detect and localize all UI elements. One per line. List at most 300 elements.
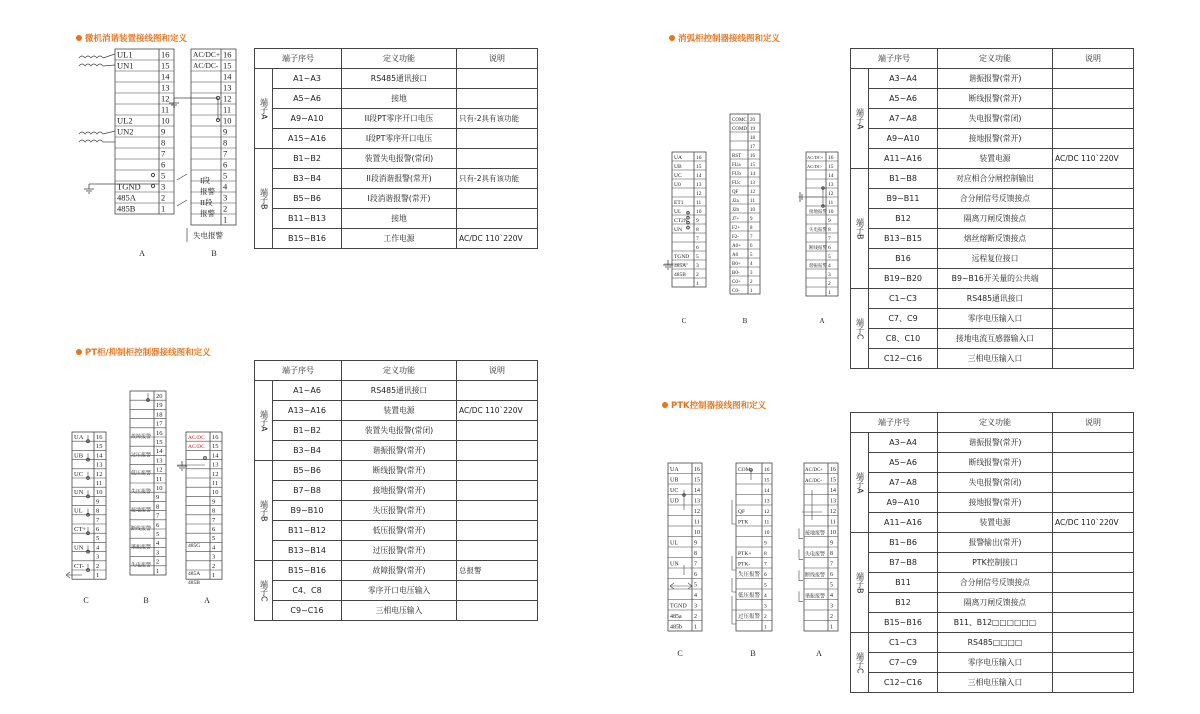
terminal-group-label: 端子A <box>255 381 273 461</box>
terminal-number: 15 <box>694 477 700 484</box>
terminal-cell: B7~B8 <box>869 553 938 573</box>
terminal-number: 11 <box>156 475 163 483</box>
terminal-cell: B5~B6 <box>273 189 342 209</box>
note-cell <box>457 481 538 501</box>
function-cell: 三相电压输入口 <box>938 673 1053 693</box>
terminal-cell: C9~C16 <box>273 601 342 621</box>
terminal-dot <box>687 211 690 214</box>
terminal-label: UL <box>670 540 678 547</box>
terminal-number: 14 <box>156 448 163 456</box>
terminal-number: 16 <box>764 466 770 473</box>
terminal-label: 485b <box>670 624 682 631</box>
wiring-diagram-s4 <box>662 460 847 662</box>
terminal-number: 14 <box>830 487 836 494</box>
alarm-label: 断线报警 <box>805 573 826 579</box>
table-row <box>255 561 538 581</box>
terminal-number: 2 <box>696 271 699 278</box>
terminal-cell: A15~A16 <box>273 129 342 149</box>
terminal-label: UN <box>74 544 84 552</box>
terminal-number: 8 <box>694 550 697 557</box>
section-title-s2 <box>76 346 211 358</box>
terminal-label: UN1 <box>117 60 134 71</box>
terminal-dot <box>687 226 690 229</box>
terminal-number: 20 <box>750 117 755 123</box>
terminal-label: 报警 <box>200 209 215 218</box>
table-row <box>851 533 1134 553</box>
terminal-number: 4 <box>750 261 753 267</box>
table-row <box>851 189 1134 209</box>
table-header-row <box>255 49 538 69</box>
note-cell <box>1053 433 1134 453</box>
terminal-label: COMD <box>732 126 748 132</box>
table-row <box>255 381 538 401</box>
terminal-label: PTK- <box>738 561 751 568</box>
terminal-number: 12 <box>694 508 700 515</box>
wire <box>103 131 115 134</box>
terminal-number: 8 <box>750 225 753 231</box>
terminal-number: 4 <box>223 181 228 192</box>
function-cell: I段消谐报警(常开) <box>342 189 457 209</box>
terminal-number: 6 <box>223 159 228 170</box>
section-title-text: 微机消谐装置接线图和定义 <box>85 34 188 44</box>
terminal-number: 11 <box>750 198 755 204</box>
function-cell: 低压报警(常开) <box>342 521 457 541</box>
terminal-number: 12 <box>764 508 770 515</box>
table-row <box>255 481 538 501</box>
table-row <box>851 573 1134 593</box>
terminal-label: 失电报警 <box>193 231 223 240</box>
terminal-number: 8 <box>156 503 160 511</box>
table-row <box>255 461 538 481</box>
table-row <box>851 109 1134 129</box>
wiring-diagram-s3 <box>660 112 850 327</box>
terminal-number: 19 <box>750 126 755 132</box>
terminal-number: 2 <box>96 562 100 570</box>
terminal-group-label: 端子B <box>255 461 273 561</box>
table-row <box>851 349 1134 369</box>
terminal-cell: C7、C9 <box>869 309 938 329</box>
note-cell <box>457 189 538 209</box>
terminal-dot <box>687 221 690 224</box>
alarm-label: 失电报警 <box>805 552 826 558</box>
terminal-number: 14 <box>223 71 232 82</box>
terminal-number: 6 <box>750 243 753 249</box>
terminal-cell: A9~A10 <box>273 109 342 129</box>
terminal-number: 14 <box>828 172 834 179</box>
terminal-label: TGND <box>670 603 687 610</box>
terminal-label: F2- <box>732 234 739 240</box>
terminal-number: 12 <box>830 508 836 515</box>
relay-contact-icon <box>177 174 187 242</box>
terminal-group-label: 端子A <box>851 433 869 533</box>
terminal-label: AC/DC+ <box>193 50 221 59</box>
header-terminal: 端子序号 <box>255 49 342 69</box>
terminal-cell: B16 <box>869 249 938 269</box>
terminal-number: 9 <box>828 217 831 224</box>
table-row <box>851 593 1134 613</box>
terminal-cell: B13~B14 <box>273 541 342 561</box>
terminal-number: 13 <box>830 498 836 505</box>
terminal-cell: A9~A10 <box>869 129 938 149</box>
note-cell <box>457 89 538 109</box>
terminal-cell: A13~A16 <box>273 401 342 421</box>
terminal-number: 16 <box>212 433 219 441</box>
terminal-number: 12 <box>750 189 755 195</box>
terminal-label: UA <box>670 466 679 473</box>
terminal-cell: B1~B6 <box>869 533 938 553</box>
terminal-number: 12 <box>161 93 170 104</box>
terminal-label: UL1 <box>117 49 133 60</box>
terminal-number: 4 <box>96 544 100 552</box>
note-cell <box>1053 69 1134 89</box>
terminal-number: 5 <box>694 582 697 589</box>
function-cell: 装置电源 <box>342 401 457 421</box>
alarm-label: 接地报警 <box>809 209 827 215</box>
terminal-number: 13 <box>750 180 755 186</box>
function-cell: 三相电压输入口 <box>938 349 1053 369</box>
note-cell <box>1053 473 1134 493</box>
terminal-number: 10 <box>96 489 103 497</box>
function-cell: B9~B16开关量的公共端 <box>938 269 1053 289</box>
table-row <box>851 553 1134 573</box>
terminal-number: 1 <box>223 214 228 225</box>
function-cell: RS485通讯接口 <box>938 289 1053 309</box>
terminal-number: 13 <box>828 181 834 188</box>
terminal-cell: B9~B10 <box>273 501 342 521</box>
table-row <box>255 581 538 601</box>
terminal-group-label: 端子B <box>851 533 869 633</box>
terminal-number: 2 <box>694 613 697 620</box>
table-row <box>851 473 1134 493</box>
note-cell <box>1053 349 1134 369</box>
function-cell: 零序电压输入口 <box>938 309 1053 329</box>
terminal-number: 15 <box>830 477 836 484</box>
function-cell: 熔丝熔断反馈接点 <box>938 229 1053 249</box>
terminal-label: AC/DC- <box>807 164 823 169</box>
function-cell: 断线报警(常开) <box>938 453 1053 473</box>
terminal-label: UL2 <box>117 115 133 126</box>
terminal-label: CT2N <box>674 217 688 224</box>
terminal-number: 1 <box>764 624 767 631</box>
terminal-number: 3 <box>212 553 216 561</box>
table-row <box>255 109 538 129</box>
note-cell <box>1053 129 1134 149</box>
terminal-label: FUc <box>732 180 741 186</box>
terminal-cell: B3~B4 <box>273 441 342 461</box>
terminal-number: 6 <box>694 571 697 578</box>
transformer-coil-icon <box>79 140 103 142</box>
terminal-label: 485B <box>188 580 200 586</box>
terminal-number: 12 <box>156 466 163 474</box>
alarm-label: 谐振报警 <box>805 594 826 600</box>
terminal-label: 失压报警 <box>738 571 761 578</box>
terminal-number: 1 <box>694 624 697 631</box>
terminal-label: 低压报警 <box>738 592 761 599</box>
terminal-cell: A9~A10 <box>869 493 938 513</box>
table-row <box>255 229 538 249</box>
function-cell: B11、B12□□□□□□ <box>938 613 1053 633</box>
function-cell: 隔离刀闸反馈接点 <box>938 593 1053 613</box>
table-row <box>255 421 538 441</box>
table-row <box>851 673 1134 693</box>
terminal-cell: B1~B2 <box>273 149 342 169</box>
definition-table-s4 <box>850 412 1134 693</box>
terminal-number: 10 <box>223 115 232 126</box>
terminal-label: UA <box>74 433 84 441</box>
terminal-number: 7 <box>830 561 833 568</box>
header-terminal: 端子序号 <box>851 413 938 433</box>
terminal-number: 3 <box>750 270 753 276</box>
note-cell <box>457 129 538 149</box>
table-row <box>851 493 1134 513</box>
terminal-number: 19 <box>156 402 163 410</box>
terminal-label: 485A <box>674 262 687 269</box>
table-row <box>851 653 1134 673</box>
header-function: 定义功能 <box>342 361 457 381</box>
terminal-number: 13 <box>696 181 702 188</box>
terminal-number: 12 <box>96 470 103 478</box>
table-row <box>255 441 538 461</box>
terminal-number: 1 <box>96 571 100 579</box>
terminal-number: 2 <box>161 192 166 203</box>
function-cell: 报警输出(常开) <box>938 533 1053 553</box>
terminal-number: 8 <box>828 226 831 233</box>
terminal-cell: A5~A6 <box>273 89 342 109</box>
terminal-label: UL <box>674 208 682 215</box>
terminal-number: 6 <box>828 244 831 251</box>
note-cell <box>457 581 538 601</box>
terminal-number: 1 <box>156 567 160 575</box>
terminal-number: 1 <box>696 280 699 287</box>
terminal-label: J7+ <box>732 216 740 222</box>
terminal-number: 9 <box>96 498 100 506</box>
header-note: 说明 <box>1053 413 1134 433</box>
terminal-number: 1 <box>750 288 753 294</box>
function-cell: 接地报警(常开) <box>938 129 1053 149</box>
terminal-number: 15 <box>212 443 219 451</box>
terminal-number: 16 <box>156 429 163 437</box>
terminal-number: 7 <box>694 561 697 568</box>
terminal-cell: B15~B16 <box>273 561 342 581</box>
terminal-label: FUb <box>732 171 741 177</box>
terminal-number: 13 <box>156 457 163 465</box>
terminal-number: 5 <box>212 535 216 543</box>
function-cell: 合分闸信号反馈接点 <box>938 573 1053 593</box>
function-cell: 接地电流互感器输入口 <box>938 329 1053 349</box>
note-cell <box>1053 269 1134 289</box>
terminal-label: FUa <box>732 162 741 168</box>
terminal-cell: B1~B8 <box>869 169 938 189</box>
terminal-number: 5 <box>696 253 699 260</box>
table-header-row <box>851 413 1134 433</box>
alarm-label: 接地报警 <box>131 508 152 514</box>
terminal-number: 5 <box>750 252 753 258</box>
terminal-label: UC <box>670 487 679 494</box>
terminal-label: F2+ <box>732 225 741 231</box>
terminal-number: 9 <box>750 216 753 222</box>
relay-contact-icon <box>799 549 803 559</box>
function-cell: 接地报警(常开) <box>342 481 457 501</box>
note-cell <box>1053 493 1134 513</box>
terminal-label: UL <box>74 507 83 515</box>
terminal-label: AC/DC- <box>805 479 822 484</box>
terminal-number: 6 <box>96 525 100 533</box>
note-cell <box>1053 189 1134 209</box>
terminal-number: 11 <box>830 519 836 526</box>
terminal-label: RST <box>732 153 742 159</box>
column-caption: A <box>816 649 822 658</box>
table-row <box>851 633 1134 653</box>
table-row <box>851 229 1134 249</box>
note-cell <box>457 501 538 521</box>
terminal-number: 7 <box>161 148 166 159</box>
terminal-cell: B15~B16 <box>869 613 938 633</box>
transformer-coil-icon <box>79 56 103 58</box>
terminal-label: C0- <box>732 288 740 294</box>
section-title-s4 <box>662 399 766 411</box>
terminal-number: 11 <box>694 519 700 526</box>
terminal-label: 报警 <box>200 187 215 196</box>
note-cell <box>1053 89 1134 109</box>
function-cell: II段PT零序开口电压 <box>342 109 457 129</box>
bullet-icon <box>669 35 675 41</box>
terminal-label: QF <box>738 508 746 515</box>
alarm-label: 谐振报警 <box>809 263 827 269</box>
note-cell: 只有-2具有该功能 <box>457 109 538 129</box>
note-cell: AC/DC 110`220V <box>1053 513 1134 533</box>
terminal-number: 17 <box>750 144 755 150</box>
note-cell <box>1053 209 1134 229</box>
terminal-cell: C7~C9 <box>869 653 938 673</box>
function-cell: 断线报警(常开) <box>938 89 1053 109</box>
terminal-number: 5 <box>223 170 228 181</box>
table-row <box>255 189 538 209</box>
terminal-label: AC/DC+ <box>805 468 824 473</box>
terminal-cell: B9~B11 <box>869 189 938 209</box>
alarm-label: 过压报警 <box>131 453 152 459</box>
terminal-dot <box>204 457 207 460</box>
header-note: 说明 <box>457 361 538 381</box>
terminal-number: 10 <box>161 115 170 126</box>
terminal-cell: A11~A16 <box>869 149 938 169</box>
terminal-number: 1 <box>212 571 216 579</box>
function-cell: 接地 <box>342 209 457 229</box>
terminal-label: UB <box>670 477 679 484</box>
terminal-number: 3 <box>828 271 831 278</box>
terminal-label: 485A <box>188 571 201 577</box>
terminal-number: 11 <box>212 479 219 487</box>
alarm-label: 失压报警 <box>131 490 152 496</box>
terminal-number: 1 <box>161 203 166 214</box>
table-row <box>851 309 1134 329</box>
terminal-number: 15 <box>96 443 103 451</box>
terminal-cell: B12 <box>869 209 938 229</box>
terminal-cell: A3~A4 <box>869 433 938 453</box>
terminal-label: 485B <box>117 203 136 214</box>
terminal-label: TGND <box>117 181 141 192</box>
terminal-number: 10 <box>750 207 755 213</box>
terminal-number: 13 <box>694 498 700 505</box>
terminal-cell: B11~B12 <box>273 521 342 541</box>
column-caption: C <box>677 649 683 658</box>
note-cell <box>1053 633 1134 653</box>
function-cell: 装置失电报警(常闭) <box>342 149 457 169</box>
terminal-number: 3 <box>156 549 160 557</box>
bullet-icon <box>76 349 82 355</box>
table-row <box>851 453 1134 473</box>
function-cell: 零序开口电压输入 <box>342 581 457 601</box>
terminal-number: 15 <box>223 60 232 71</box>
function-cell: 对应相合分闸控制输出 <box>938 169 1053 189</box>
terminal-number: 5 <box>156 530 160 538</box>
terminal-label: AC/DC+ <box>807 155 824 160</box>
note-cell <box>1053 109 1134 129</box>
alarm-label: 谐振报警 <box>131 545 152 551</box>
terminal-number: 2 <box>156 558 160 566</box>
header-note: 说明 <box>457 49 538 69</box>
terminal-group-label: 端子A <box>851 69 869 169</box>
bullet-icon <box>662 402 668 408</box>
terminal-number: 3 <box>161 181 166 192</box>
table-row <box>255 401 538 421</box>
terminal-cell: A7~A8 <box>869 109 938 129</box>
terminal-label: UA <box>674 154 682 161</box>
terminal-number: 14 <box>96 452 103 460</box>
terminal-number: 20 <box>156 392 163 400</box>
terminal-number: 8 <box>96 507 100 515</box>
terminal-number: 15 <box>828 163 834 170</box>
function-cell: 装置失电报警(常闭) <box>342 421 457 441</box>
terminal-number: 9 <box>694 540 697 547</box>
terminal-cell: A7~A8 <box>869 473 938 493</box>
function-cell: I段PT零序开口电压 <box>342 129 457 149</box>
terminal-number: 10 <box>156 484 163 492</box>
terminal-dot <box>151 173 154 176</box>
terminal-number: 2 <box>223 203 228 214</box>
terminal-number: 5 <box>96 535 100 543</box>
note-cell <box>1053 613 1134 633</box>
terminal-cell: B1~B2 <box>273 421 342 441</box>
terminal-group-label: 端子C <box>255 561 273 621</box>
terminal-group-label: 端子C <box>851 633 869 693</box>
note-cell <box>457 209 538 229</box>
function-cell: 断线报警(常开) <box>342 461 457 481</box>
terminal-label: U0 <box>674 181 681 188</box>
terminal-label: CT+ <box>74 525 86 533</box>
wiring-diagram-s2 <box>62 385 246 610</box>
terminal-label: B0+ <box>732 261 741 267</box>
terminal-number: 3 <box>830 603 833 610</box>
terminal-number: 6 <box>212 525 216 533</box>
note-cell: 总报警 <box>457 561 538 581</box>
terminal-label: AC/DC <box>188 435 205 441</box>
terminal-number: 2 <box>750 279 753 285</box>
terminal-number: 9 <box>764 540 767 547</box>
table-row <box>255 501 538 521</box>
table-row <box>255 89 538 109</box>
terminal-number: 11 <box>696 199 702 206</box>
terminal-number: 1 <box>828 289 831 296</box>
terminal-number: 9 <box>223 126 228 137</box>
wire <box>103 65 115 66</box>
terminal-number: 6 <box>830 571 833 578</box>
table-row <box>255 69 538 89</box>
note-cell <box>1053 533 1134 553</box>
terminal-number: 9 <box>161 126 166 137</box>
terminal-label: A0 <box>732 252 739 258</box>
function-cell: 远程复位接口 <box>938 249 1053 269</box>
terminal-number: 6 <box>764 571 767 578</box>
